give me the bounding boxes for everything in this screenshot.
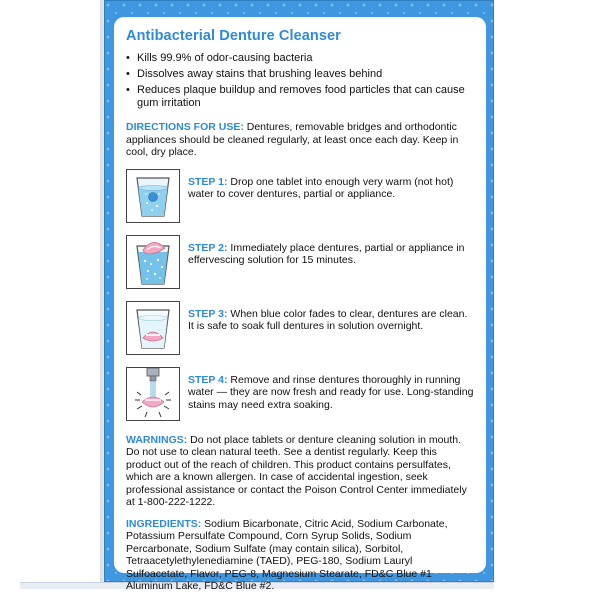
ingredients-paragraph bbox=[126, 518, 474, 593]
step-label: STEP 3: bbox=[188, 307, 228, 320]
step-text bbox=[188, 301, 474, 333]
step-label: STEP 2: bbox=[188, 241, 228, 254]
box-side-panel bbox=[20, 0, 106, 582]
directions-label: DIRECTIONS FOR USE: bbox=[126, 121, 244, 133]
warnings-label: WARNINGS: bbox=[126, 433, 188, 446]
step-label: STEP 4: bbox=[188, 373, 228, 386]
step-description: Immediately place dentures, partial or appliance in effervescing solution for 15 minutes. bbox=[188, 241, 465, 266]
step-text bbox=[188, 367, 474, 412]
step-3 bbox=[126, 301, 474, 357]
directions-paragraph bbox=[126, 121, 474, 159]
directions-text: Dentures, removable bridges and orthodontic appliances should be cleaned regularly, at least once each day. Keep in cool, dry place. bbox=[126, 121, 459, 158]
ingredients-label: INGREDIENTS: bbox=[126, 517, 202, 530]
step-text bbox=[188, 235, 474, 267]
step-description: Remove and rinse dentures thoroughly in running water — they are now fresh and ready for use. Long-standing stains may need extra soaking. bbox=[188, 373, 474, 411]
step-description: Drop one tablet into enough very warm (not hot) water to cover dentures, partial or appliance. bbox=[188, 175, 454, 200]
product-title: Antibacterial Denture Cleanser bbox=[126, 28, 341, 44]
glass-denture-fizz-icon bbox=[126, 235, 180, 289]
benefit-item: • Dissolves away stains that brushing leaves behind bbox=[126, 68, 474, 81]
step-2 bbox=[126, 235, 474, 291]
step-4 bbox=[126, 367, 474, 423]
benefit-item: • Reduces plaque buildup and removes food particles that can cause gum irritation bbox=[126, 84, 474, 110]
warnings-text: Do not place tablets or denture cleaning solution in mouth. Do not use to clean natural teeth. See a dentist regularly. Keep this product out of the reach of children. This product contains persulfates, which are a known allergen. In case of accidental ingestion, seek professional assistance or contact the Poison Control Center immediately at 1-800-222-1222. bbox=[126, 433, 467, 508]
step-text bbox=[188, 169, 474, 201]
step-label: STEP 1: bbox=[188, 175, 228, 188]
benefits-list bbox=[126, 52, 474, 110]
ingredients-text: Sodium Bicarbonate, Citric Acid, Sodium Carbonate, Potassium Persulfate Compound, Corn Syrup Solids, Sodium Percarbonate, Sodium Sulfate (may contain silica), Sorbitol, Tetraacetylethylenediamine (TAED), PEG-180, Sodium Lauryl Sulfoacetate, Flavor, PEG-8, Magnesium Stearate, FD&C Blue #1 Aluminum Lake, FD&C Blue #2. bbox=[126, 517, 448, 592]
glass-clear-denture-icon bbox=[126, 301, 180, 355]
warnings-paragraph bbox=[126, 434, 474, 509]
step-description: When blue color fades to clear, dentures are clean. It is safe to soak full dentures in solution overnight. bbox=[188, 307, 468, 332]
faucet-rinse-icon bbox=[126, 367, 180, 421]
glass-tablet-icon bbox=[126, 169, 180, 223]
step-1 bbox=[126, 169, 474, 225]
benefit-item: • Kills 99.9% of odor-causing bacteria bbox=[126, 52, 474, 65]
instructions-panel bbox=[114, 17, 486, 592]
